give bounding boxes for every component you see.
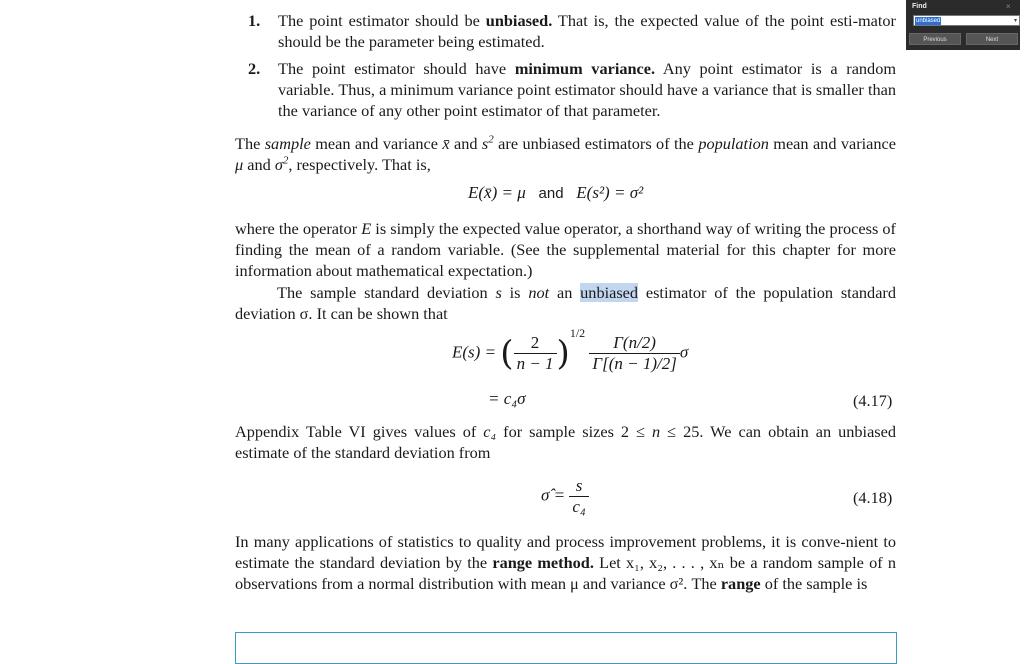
list-text <box>278 10 896 52</box>
text-run: and <box>243 155 275 175</box>
search-highlight: unbiased <box>580 283 639 302</box>
text-run: and <box>449 134 482 153</box>
text-run: Appendix Table VI gives values of <box>235 422 484 441</box>
find-title: Find <box>912 3 927 10</box>
close-icon[interactable]: × <box>1006 2 1011 11</box>
find-panel <box>906 0 1020 50</box>
text-run: for sample sizes 2 ≤ <box>496 422 653 441</box>
paragraph-sample-mean <box>235 133 896 175</box>
list-item <box>248 58 896 122</box>
equation-number: (4.18) <box>853 488 893 507</box>
list-number: 2. <box>248 59 261 78</box>
mu-symbol: μ <box>235 155 244 175</box>
bold-term: range method. <box>492 553 594 573</box>
list-item <box>248 10 896 52</box>
text-run: The sample standard deviation <box>277 283 496 302</box>
italic-term: not <box>528 283 550 302</box>
italic-term: s <box>495 283 502 302</box>
italic-term: population <box>698 134 769 153</box>
fraction-gamma <box>589 333 679 374</box>
find-input[interactable] <box>913 15 1020 26</box>
previous-button[interactable]: Previous <box>909 33 961 45</box>
list-text <box>278 58 896 122</box>
equation-4-18 <box>541 476 589 517</box>
text-run: The point estimator should be <box>278 11 486 30</box>
definition-box <box>235 632 897 664</box>
text-run: The point estimator should have <box>278 59 515 78</box>
text-run: estimator of the population standard deviation σ. It can be shown that <box>235 283 896 324</box>
paragraph-operator <box>235 218 896 282</box>
equation-left: E(x̄) = μ <box>468 183 526 202</box>
paragraph-std-dev <box>235 282 896 324</box>
text-run: where the operator <box>235 219 362 238</box>
chevron-down-icon[interactable]: ▾ <box>1013 18 1017 24</box>
fraction-two-over-n <box>514 333 557 374</box>
text-run: In many applications of statistics to quality and process improvement problems, it is conve-nient to estimate the standard deviation by the <box>235 532 896 573</box>
fraction-s-over-c4 <box>569 476 588 517</box>
italic-term: sample <box>264 134 311 153</box>
xbar-symbol: x̄ <box>442 134 450 153</box>
exponent: 1/2 <box>569 325 586 340</box>
text-run: Let x₁, x₂, . . . , xₙ be a random sample of n observations from a normal distribution with mean μ and variance σ². The <box>235 553 897 594</box>
bold-term: minimum variance. <box>514 59 656 78</box>
paren-open: ( <box>500 333 514 374</box>
equation-4-17-line2: = c₄σ <box>488 389 526 408</box>
sigma2-symbol: $\sigma^2$ <box>274 154 289 175</box>
equation-lhs: σ̂ = <box>541 485 566 505</box>
text-run: is <box>501 283 529 302</box>
text-run: are unbiased estimators of the <box>493 134 699 153</box>
equation-4-17 <box>452 325 689 374</box>
gamma-denominator: Γ[(n − 1)/2] <box>592 354 677 373</box>
gamma-numerator: Γ(n/2) <box>589 333 679 354</box>
equation-and: and <box>538 185 564 202</box>
text-run: ≤ 25. We can obtain an unbiased estimate of the standard deviation from <box>235 422 897 463</box>
text-run: mean and variance <box>768 134 897 153</box>
paragraph-range-method <box>235 531 896 595</box>
text-run: mean and variance <box>310 134 443 153</box>
text-run: That is, the expected value of the point esti-mator should be the parameter being estimated. <box>278 11 896 52</box>
bold-term: range <box>720 574 761 594</box>
numerator: s <box>569 476 588 497</box>
s2-symbol: $s^2$ <box>481 133 494 153</box>
italic-term: c₄ <box>483 422 497 441</box>
text-run: is simply the expected value operator, a shorthand way of writing the process of finding the mean of a random variable. (See the supplemental material for this chapter for more information about mathematical expectation.) <box>235 219 896 281</box>
equation-expectations <box>468 183 643 203</box>
numerator: 2 <box>514 333 557 354</box>
text-run: an <box>549 283 581 302</box>
equation-lhs: E(s) = <box>452 342 497 362</box>
text-run: of the sample is <box>760 574 868 594</box>
text-run: Any point estimator is a random variable. Thus, a minimum variance point estimator should have a variance that is smaller than the variance of any other point estimator of that parameter. <box>278 59 897 121</box>
italic-term: E <box>361 219 372 238</box>
equation-right: E(s²) = σ² <box>576 183 644 202</box>
text-run: The <box>235 134 265 153</box>
list-number: 1. <box>248 11 261 30</box>
find-query: unbiased <box>916 18 941 24</box>
italic-term: n <box>652 422 661 441</box>
paren-close: ) <box>556 333 570 374</box>
sigma-symbol: σ <box>679 342 689 362</box>
equation-number: (4.17) <box>853 391 893 410</box>
text-run: , respectively. That is, <box>288 155 431 175</box>
denominator: c₄ <box>572 497 586 516</box>
next-button[interactable]: Next <box>966 33 1018 45</box>
bold-term: unbiased. <box>485 11 553 30</box>
paragraph-appendix <box>235 421 896 463</box>
denominator: n − 1 <box>516 354 554 373</box>
